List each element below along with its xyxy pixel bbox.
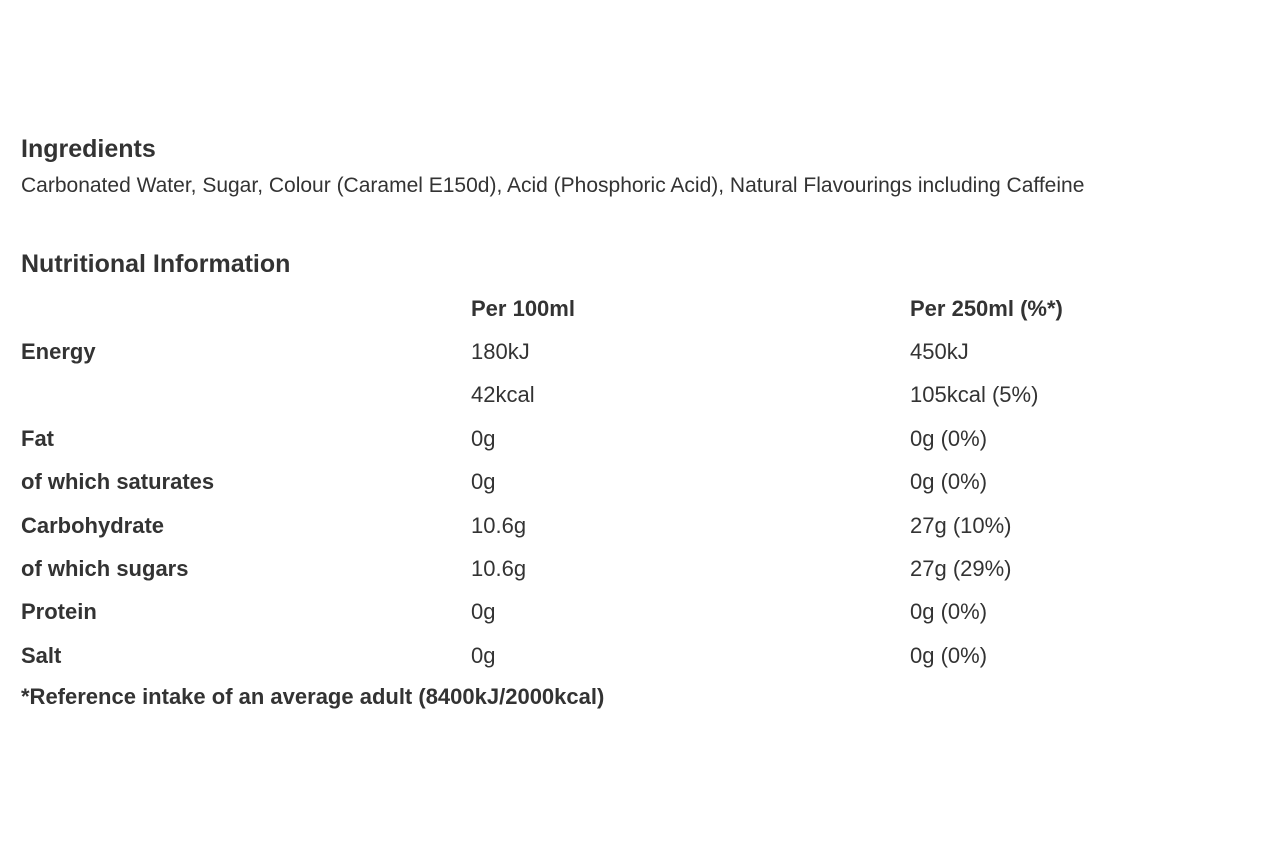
per-100ml-value: 0g xyxy=(471,425,496,451)
per-250ml-value: 0g (0%) xyxy=(910,425,988,451)
per-250ml-value: 450kJ xyxy=(910,339,969,365)
per-100ml-value: 42kcal xyxy=(471,382,535,408)
per-250ml-value: 0g (0%) xyxy=(910,469,988,495)
per-250ml-value: 105kcal (5%) xyxy=(910,382,1039,408)
nutrient-label: of which saturates xyxy=(21,469,215,495)
nutrition-heading: Nutritional Information xyxy=(21,250,291,278)
column-header-nutrient xyxy=(21,287,471,330)
per-100ml-value: 180kJ xyxy=(471,339,530,365)
nutrient-label: of which sugars xyxy=(21,556,189,582)
nutrient-label: Salt xyxy=(21,642,62,668)
nutrition-header-row xyxy=(21,287,1210,330)
per-250ml-value: 27g (29%) xyxy=(910,556,1012,582)
nutrient-label: Carbohydrate xyxy=(21,512,165,538)
nutrient-label: Fat xyxy=(21,425,54,451)
table-row xyxy=(21,417,1210,460)
per-250ml-value: 0g (0%) xyxy=(910,599,988,625)
table-row xyxy=(21,504,1210,547)
table-row xyxy=(21,591,1210,634)
table-row xyxy=(21,461,1210,504)
nutrient-label: Protein xyxy=(21,599,97,625)
nutrient-label xyxy=(21,374,471,417)
table-row xyxy=(21,547,1210,590)
per-100ml-value: 10.6g xyxy=(471,512,527,538)
column-header-per-100ml: Per 100ml xyxy=(471,295,575,321)
table-row xyxy=(21,330,1210,373)
per-250ml-value: 27g (10%) xyxy=(910,512,1012,538)
per-250ml-value: 0g (0%) xyxy=(910,642,988,668)
reference-intake-footnote: *Reference intake of an average adult (8400kJ/2000kcal) xyxy=(21,684,605,709)
nutrition-table xyxy=(21,287,1210,678)
per-100ml-value: 10.6g xyxy=(471,556,527,582)
table-row xyxy=(21,634,1210,677)
nutrient-label: Energy xyxy=(21,339,96,365)
ingredients-heading: Ingredients xyxy=(21,135,156,163)
per-100ml-value: 0g xyxy=(471,642,496,668)
column-header-per-250ml: Per 250ml (%*) xyxy=(910,295,1063,321)
per-100ml-value: 0g xyxy=(471,469,496,495)
per-100ml-value: 0g xyxy=(471,599,496,625)
table-row xyxy=(21,374,1210,417)
ingredients-text: Carbonated Water, Sugar, Colour (Caramel E150d), Acid (Phosphoric Acid), Natural Flavourings including Caffeine xyxy=(21,174,1085,197)
